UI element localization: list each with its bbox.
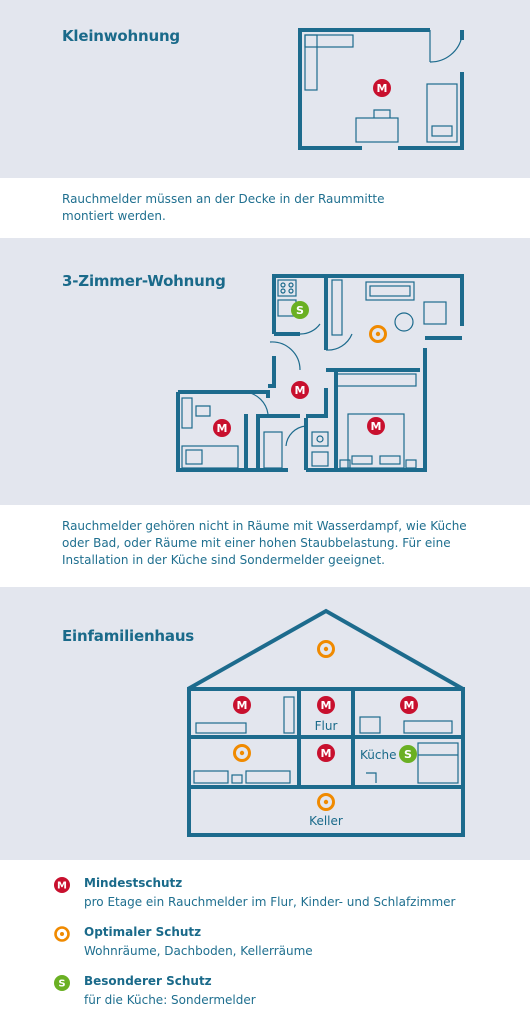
besonder-badge-icon	[54, 975, 70, 991]
optimal-badge-icon	[54, 926, 70, 942]
mindest-badge-icon	[54, 877, 70, 893]
section-title-kleinwohnung: Kleinwohnung	[62, 27, 180, 45]
svg-text:M: M	[320, 747, 332, 760]
svg-text:M: M	[57, 880, 67, 892]
svg-text:M: M	[216, 422, 228, 435]
label-kueche: Küche	[360, 748, 397, 762]
optimal-marker-3-zimmer	[371, 327, 386, 342]
svg-text:S: S	[404, 748, 412, 761]
mindest-marker-flur	[291, 381, 309, 399]
floorplan-3-zimmer	[0, 238, 530, 505]
optimal-marker-wohnzimmer	[235, 746, 250, 761]
label-flur: Flur	[314, 719, 338, 733]
besonder-marker-3-zimmer	[291, 301, 309, 319]
mindest-marker-kleinwohnung	[373, 79, 391, 97]
section-title-einfamilienhaus: Einfamilienhaus	[62, 627, 195, 645]
mindest-marker-schlafzimmer-oben	[400, 696, 418, 714]
house-diagram	[0, 587, 530, 860]
note-kleinwohnung: Rauchmelder müssen an der Decke in der Raummitte montiert werden.	[62, 192, 385, 223]
mindest-marker-kinderzimmer	[213, 419, 231, 437]
svg-text:M: M	[294, 384, 306, 397]
legend-desc: Wohnräume, Dachboden, Kellerräume	[84, 944, 313, 958]
svg-text:M: M	[376, 82, 388, 95]
svg-text:M: M	[370, 420, 382, 433]
label-keller: Keller	[309, 814, 343, 828]
legend-desc: für die Küche: Sondermelder	[84, 993, 256, 1007]
legend-title: Mindestschutz	[84, 876, 183, 890]
mindest-marker-flur-oben	[317, 696, 335, 714]
mindest-marker-flur-unten	[317, 744, 335, 762]
section-title-3-zimmer: 3-Zimmer-Wohnung	[62, 272, 226, 290]
optimal-marker-dachboden	[319, 642, 334, 657]
mindest-marker-kinderzimmer-oben	[233, 696, 251, 714]
note-3-zimmer: Rauchmelder gehören nicht in Räume mit Wasserdampf, wie Küche oder Bad, oder Räume mit einer hohen Staubbelastung. Für eine Installation in der Küche sind Sondermelder geeignet.	[62, 519, 467, 567]
svg-text:S: S	[296, 304, 304, 317]
legend-title: Besonderer Schutz	[84, 974, 212, 988]
floorplan-kleinwohnung	[0, 0, 530, 178]
legend-desc: pro Etage ein Rauchmelder im Flur, Kinder- und Schlafzimmer	[84, 895, 456, 909]
svg-text:M: M	[236, 699, 248, 712]
besonder-marker-kueche	[399, 745, 417, 763]
svg-text:S: S	[58, 978, 66, 990]
optimal-marker-keller	[319, 795, 334, 810]
svg-text:M: M	[403, 699, 415, 712]
mindest-marker-schlafzimmer	[367, 417, 385, 435]
legend-title: Optimaler Schutz	[84, 925, 202, 939]
svg-text:M: M	[320, 699, 332, 712]
